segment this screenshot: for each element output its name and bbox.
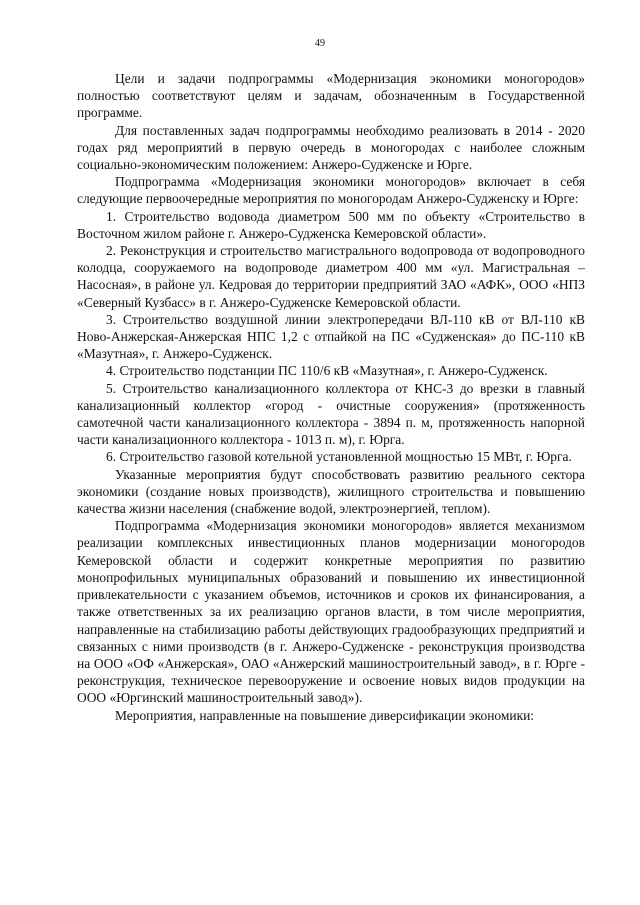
paragraph-measures-intro: Подпрограмма «Модернизация экономики моногородов» включает в себя следующие первоочередные мероприятия по моногородам Анжеро-Судженску и Юрге:	[77, 174, 585, 207]
list-item-3: 3. Строительство воздушной линии электропередачи ВЛ-110 кВ от ВЛ-110 кВ Ново-Анжерская-Анжерская НПС 1,2 с отпайкой на ПС «Судженская» до ПС-110 кВ «Мазутная», г. Анжеро-Судженск.	[77, 311, 585, 362]
list-item-2: 2. Реконструкция и строительство магистрального водопровода от водопроводного колодца, сооружаемого на водопроводе диаметром 400 мм «ул. Магистральная – Насосная», в районе ул. Кедровая до территории предприятий ЗАО «АФК», ООО «НПЗ «Северный Кузбасс» в г. Анжеро-Судженске Кемеровской области.	[77, 243, 585, 310]
paragraph-goals: Цели и задачи подпрограммы «Модернизация экономики моногородов» полностью соответствуют целям и задачам, обозначенным в Государственной программе.	[77, 71, 585, 121]
list-item-4: 4. Строительство подстанции ПС 110/6 кВ «Мазутная», г. Анжеро-Судженск.	[106, 363, 548, 379]
paragraph-mechanism: Подпрограмма «Модернизация экономики моногородов» является механизмом реализации комплексных инвестиционных планов модернизации моногородов Кемеровской области и содержит конкретные мероприятия по развитию монопрофильных муниципальных образований и повышению их инвестиционной привлекательности с указанием объемов, источников и сроков их финансирования, а также ответственных за их реализацию органов власти, в том числе мероприятия, направленные на стабилизацию работы действующих градообразующих предприятий и связанных с ними производств (в г. Анжеро-Судженске - реконструкция производства на ООО «ОФ «Анжерская», ОАО «Анжерский машиностроительный завод», в г. Юрге - реконструкция, техническое перевооружение и освоение новых видов продукции на ООО «Юргинский машиностроительный завод»).	[77, 518, 585, 706]
document-body	[77, 70, 585, 724]
list-item-5: 5. Строительство канализационного коллектора от КНС-3 до врезки в главный канализационный коллектор «город - очистные сооружения» (протяженность самотечной части канализационного коллектора - 3894 п. м, протяженность напорной части канализационного коллектора - 1013 п. м), г. Юрга.	[77, 380, 585, 448]
page-number: 49	[315, 38, 325, 49]
paragraph-tasks: Для поставленных задач подпрограммы необходимо реализовать в 2014 - 2020 годах ряд мероприятий в первую очередь в моногородах с наиболее сложным социально-экономическим положением: Анжеро-Судженске и Юрге.	[77, 122, 585, 173]
list-item-1: 1. Строительство водовода диаметром 500 мм по объекту «Строительство в Восточном жилом районе г. Анжеро-Судженска Кемеровской области».	[77, 208, 585, 241]
paragraph-effects: Указанные мероприятия будут способствовать развитию реального сектора экономики (создание новых производств), жилищного строительства и повышению качества жизни населения (снабжение водой, электроэнергией, теплом).	[77, 466, 585, 517]
paragraph-diversification: Мероприятия, направленные на повышение диверсификации экономики:	[115, 707, 535, 723]
list-item-6: 6. Строительство газовой котельной установленной мощностью 15 МВт, г. Юрга.	[106, 449, 572, 465]
